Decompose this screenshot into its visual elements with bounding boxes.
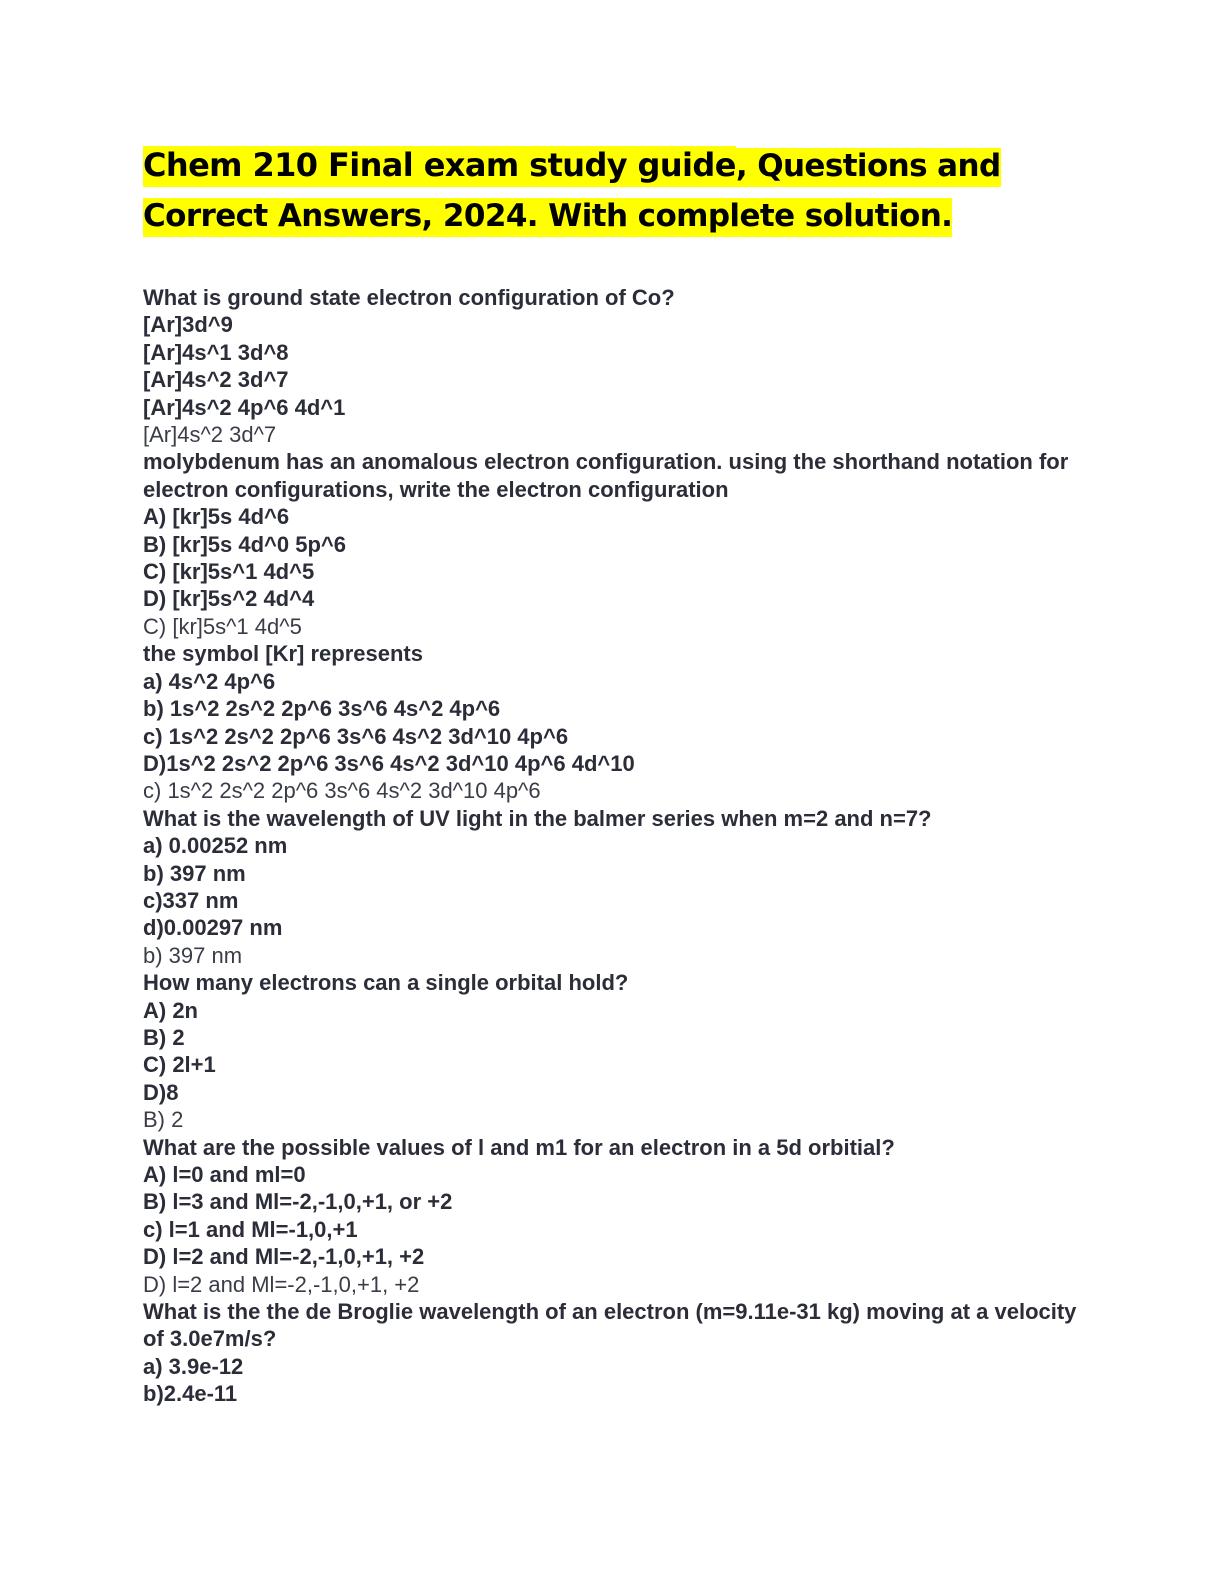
question-block (143, 640, 1083, 804)
answer-option: C) [kr]5s^1 4d^5 (143, 559, 315, 585)
question-text: What is the the de Broglie wavelength of an electron (m=9.11e-31 kg) moving at a velocity of 3.0e7m/s? (143, 1299, 1083, 1352)
answer-option: B) [kr]5s 4d^0 5p^6 (143, 531, 346, 557)
answer-option: a) 4s^2 4p^6 (143, 668, 276, 694)
answer-option: [Ar]4s^2 3d^7 (143, 367, 289, 393)
answer-option: a) 3.9e-12 (143, 1353, 244, 1379)
correct-answer: c) 1s^2 2s^2 2p^6 3s^6 4s^2 3d^10 4p^6 (143, 778, 541, 804)
answer-option: [Ar]4s^2 4p^6 4d^1 (143, 394, 346, 420)
question-block (143, 1298, 1083, 1408)
answer-option: D)1s^2 2s^2 2p^6 3s^6 4s^2 3d^10 4p^6 4d^10 (143, 750, 635, 776)
question-block (143, 1134, 1083, 1298)
answer-option: b) 1s^2 2s^2 2p^6 3s^6 4s^2 4p^6 (143, 696, 501, 722)
answer-option: B) l=3 and Ml=-2,-1,0,+1, or +2 (143, 1189, 453, 1215)
answer-option: c) 1s^2 2s^2 2p^6 3s^6 4s^2 3d^10 4p^6 (143, 723, 569, 749)
question-text: What is ground state electron configuration of Co? (143, 285, 675, 310)
answer-option: D) l=2 and Ml=-2,-1,0,+1, +2 (143, 1244, 425, 1270)
answer-option: A) l=0 and ml=0 (143, 1162, 306, 1187)
question-block (143, 284, 1083, 448)
answer-option: D)8 (143, 1079, 179, 1105)
title-course-name: Chem 210 Final exam study guide (143, 146, 736, 187)
correct-answer: b) 397 nm (143, 942, 243, 968)
question-text: the symbol [Kr] represents (143, 641, 423, 667)
document-title (143, 140, 1083, 241)
question-block (143, 969, 1083, 1133)
question-text: What are the possible values of l and m1 for an electron in a 5d orbitial? (143, 1134, 895, 1160)
answer-option: C) 2l+1 (143, 1052, 216, 1078)
answer-option: c) l=1 and Ml=-1,0,+1 (143, 1216, 358, 1242)
question-list (143, 284, 1083, 1408)
answer-option: B) 2 (143, 1024, 185, 1050)
answer-option: d)0.00297 nm (143, 915, 283, 941)
answer-option: D) [kr]5s^2 4d^4 (143, 586, 315, 612)
answer-option: A) [kr]5s 4d^6 (143, 504, 290, 530)
answer-option: b)2.4e-11 (143, 1381, 238, 1407)
question-text: What is the wavelength of UV light in the balmer series when m=2 and n=7? (143, 805, 932, 831)
answer-option: [Ar]3d^9 (143, 312, 233, 338)
answer-option: b) 397 nm (143, 860, 246, 886)
question-text: How many electrons can a single orbital hold? (143, 970, 629, 996)
correct-answer: D) l=2 and Ml=-2,-1,0,+1, +2 (143, 1271, 420, 1297)
answer-option: A) 2n (143, 997, 198, 1023)
title-subtitle: , Questions and Correct Answers, 2024. With complete solution. (143, 148, 1001, 237)
correct-answer: B) 2 (143, 1107, 184, 1133)
correct-answer: [Ar]4s^2 3d^7 (143, 422, 277, 448)
question-text: molybdenum has an anomalous electron configuration. using the shorthand notation for electron configurations, write the electron configuration (143, 449, 1075, 502)
correct-answer: C) [kr]5s^1 4d^5 (143, 613, 302, 639)
question-block (143, 805, 1083, 969)
answer-option: [Ar]4s^1 3d^8 (143, 339, 289, 365)
question-block (143, 448, 1083, 640)
answer-option: a) 0.00252 nm (143, 833, 288, 859)
answer-option: c)337 nm (143, 887, 239, 913)
document-page (143, 140, 1083, 1408)
